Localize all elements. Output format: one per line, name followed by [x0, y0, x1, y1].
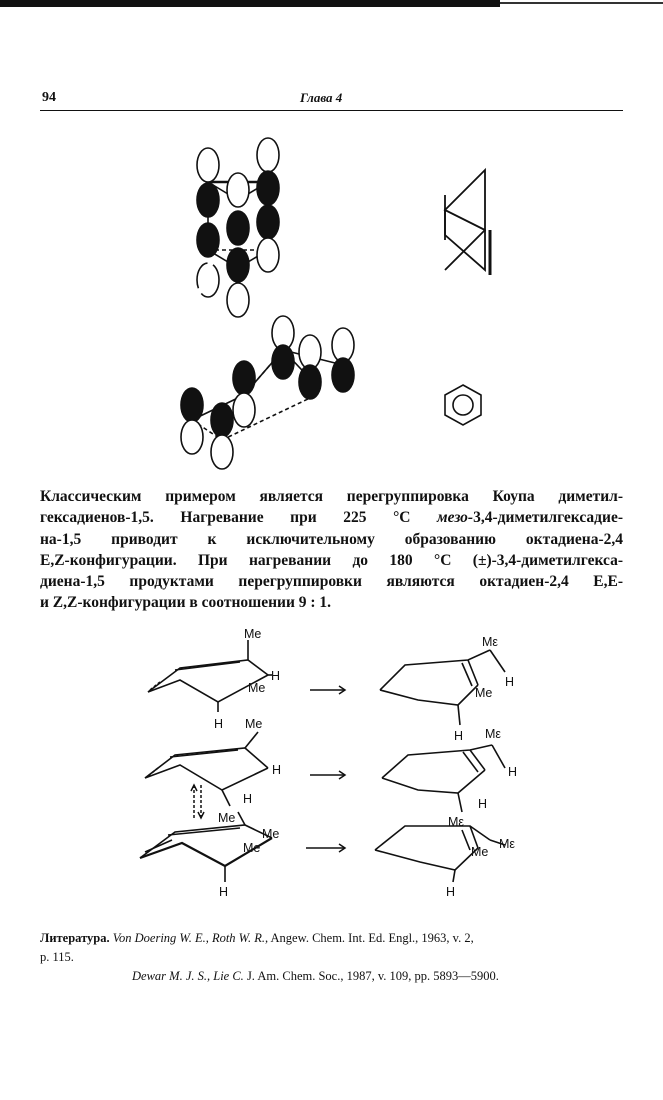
label-me: Me — [245, 717, 263, 731]
label-me-alt: Mε — [499, 837, 515, 851]
paragraph-line-1: Классическим примером является перегруппировка Коупа диметил- — [40, 488, 623, 505]
label-h: H — [508, 765, 518, 779]
page-number: 94 — [42, 90, 56, 105]
label-me: Me — [244, 627, 262, 641]
label-me: Me — [243, 841, 261, 855]
references — [40, 929, 630, 986]
paragraph-line-3: на-1,5 приводит к исключительному образованию октадиена-2,4 — [40, 530, 623, 548]
paragraph-line-2a: гексадиенов-1,5. Нагревание при 225 °С — [40, 509, 438, 527]
ref1-source: Angew. Chem. Int. Ed. Engl., 1963, v. 2, — [268, 931, 474, 945]
reference-1-continued: p. 115. — [40, 950, 74, 964]
label-me: Me — [218, 811, 236, 825]
reference-1 — [40, 929, 630, 948]
label-h: H — [446, 885, 456, 899]
ref2-authors: Dewar M. J. S., Lie C. — [132, 969, 244, 983]
reference-2 — [40, 967, 630, 986]
label-h: H — [505, 675, 515, 689]
paragraph-line-4: E,Z-конфигурации. При нагревании до 180 °С (±)-3,4-диметилгекса- — [40, 551, 623, 569]
label-h: H — [214, 717, 224, 731]
label-me-alt: Mε — [485, 727, 501, 741]
chapter-title: Глава 4 — [300, 90, 343, 105]
label-me-alt: Mε — [482, 635, 498, 649]
paragraph-line-5: диена-1,5 продуктами перегруппировки являются октадиен-2,4 E,E- — [40, 573, 623, 591]
label-h: H — [219, 885, 229, 899]
ref2-source: J. Am. Chem. Soc., 1987, v. 109, pp. 5893—5900. — [243, 969, 499, 983]
label-h: H — [272, 763, 282, 777]
meso-term: мезо- — [437, 509, 474, 527]
paragraph-line-6: и Z,Z-конфигурации в соотношении 9 : 1. — [40, 594, 332, 612]
label-me: Me — [248, 681, 266, 695]
label-me: Me — [262, 827, 280, 841]
label-h: H — [271, 669, 281, 683]
references-label: Литература. — [40, 931, 110, 945]
label-h: H — [243, 792, 253, 806]
paragraph-line-2b: 3,4-диметилгексадие- — [473, 509, 623, 527]
label-h: H — [478, 797, 488, 811]
label-me-alt: Mε — [448, 815, 464, 829]
label-h: H — [454, 729, 464, 743]
label-me: Me — [471, 845, 489, 859]
label-me: Me — [475, 686, 493, 700]
ref1-authors: Von Doering W. E., Roth W. R., — [112, 931, 269, 945]
reactant-chair-1 — [148, 640, 272, 712]
